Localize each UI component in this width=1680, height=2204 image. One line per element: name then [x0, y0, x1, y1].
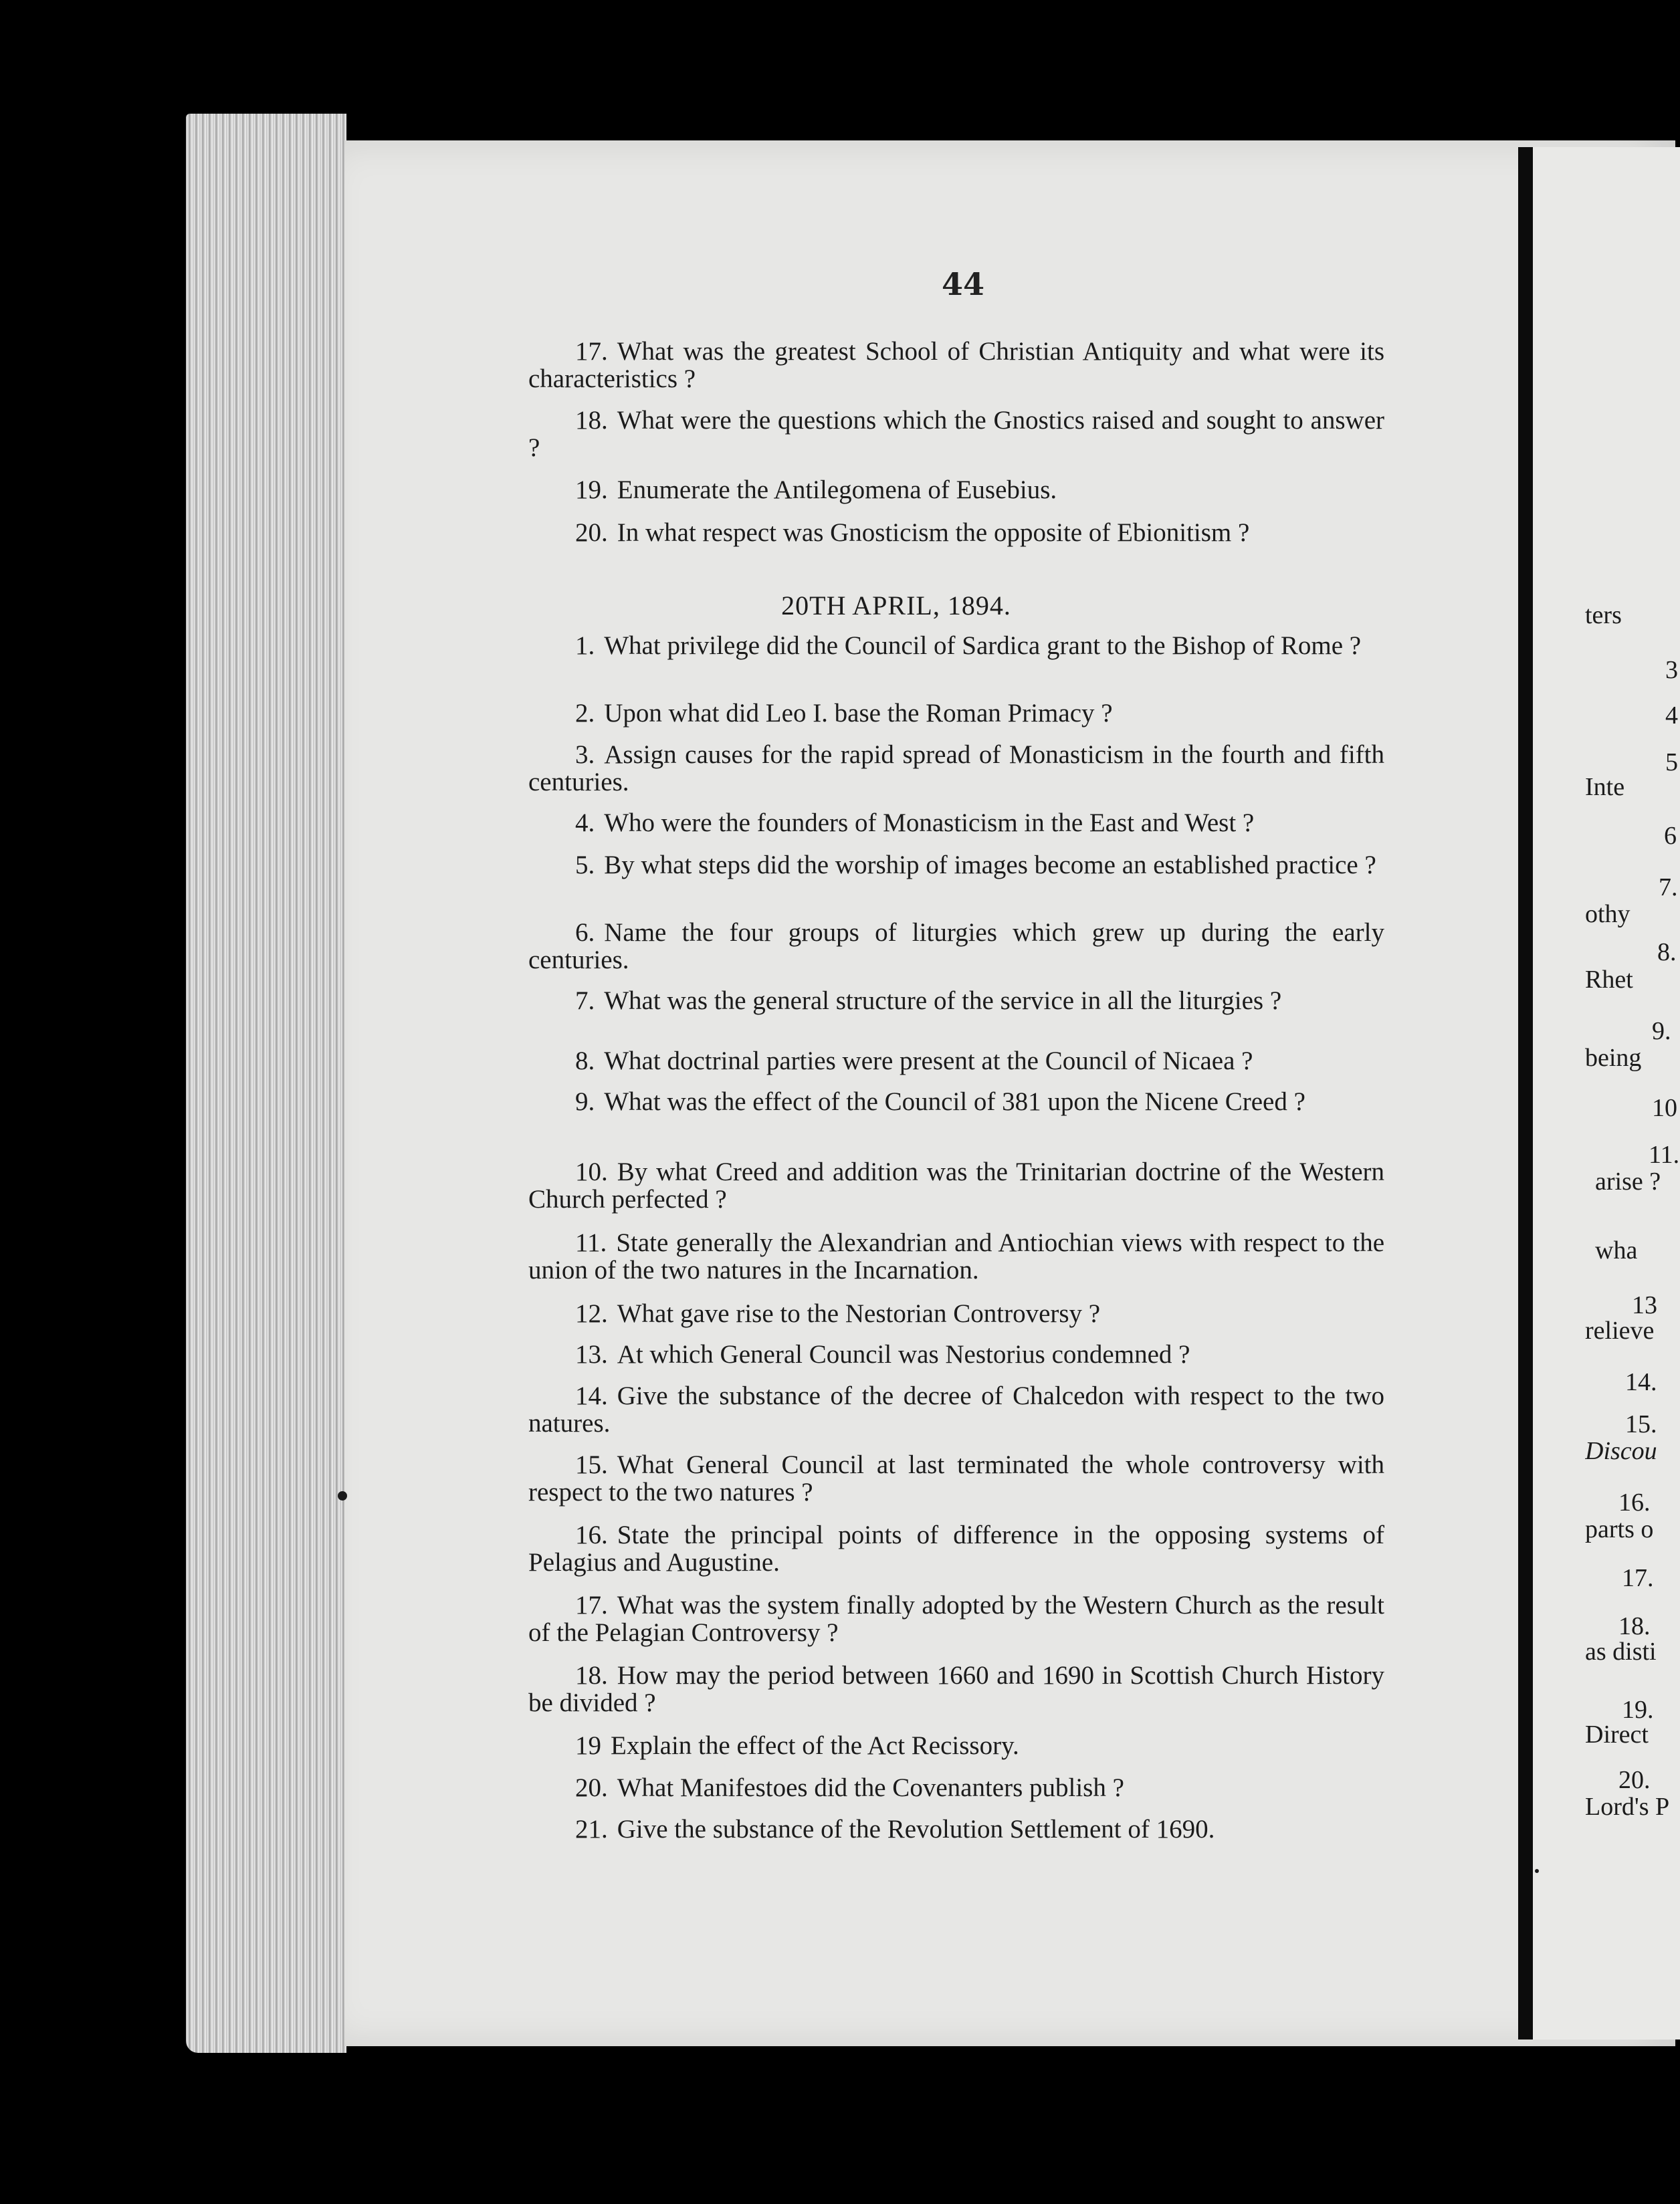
right-page-fragment: 19.: [1622, 1696, 1654, 1724]
question-item: 15. What General Council at last terminated the whole controversy with respect to the two natures ?: [528, 1450, 1384, 1507]
question-item: 20. In what respect was Gnosticism the opposite of Ebionitism ?: [575, 518, 1250, 547]
question-item: 1. What privilege did the Council of Sardica grant to the Bishop of Rome ?: [575, 631, 1362, 660]
question-item: 18. How may the period between 1660 and 1690 in Scottish Church History be divided ?: [528, 1661, 1384, 1717]
right-page-fragment: 14.: [1625, 1368, 1657, 1396]
right-page-fragment: relieve: [1585, 1317, 1655, 1345]
right-page-fragment: 17.: [1622, 1564, 1654, 1592]
right-page-fragment: othy: [1585, 900, 1631, 928]
question-item: 21. Give the substance of the Revolution Settlement of 1690.: [575, 1815, 1215, 1844]
right-page-fragment: being: [1585, 1044, 1642, 1072]
speck: [338, 1491, 347, 1501]
right-page-fragment: 10: [1652, 1094, 1677, 1122]
right-page-fragment: 13: [1632, 1291, 1657, 1319]
question-item: 19 Explain the effect of the Act Recissory.: [575, 1731, 1019, 1760]
right-page-fragment: arise ?: [1595, 1168, 1661, 1196]
right-page-fragment: parts o: [1585, 1515, 1654, 1543]
right-page-fragment: 9.: [1652, 1017, 1671, 1045]
right-page-fragment: 15.: [1625, 1410, 1657, 1438]
section-heading: 20TH APRIL, 1894.: [781, 590, 1011, 621]
question-item: 17. What was the greatest School of Christian Antiquity and what were its characteristics ?: [528, 337, 1384, 393]
question-item: 6. Name the four groups of liturgies which grew up during the early centuries.: [528, 918, 1384, 974]
question-item: 5. By what steps did the worship of images become an established practice ?: [575, 851, 1376, 879]
question-item: 11. State generally the Alexandrian and Antiochian views with respect to the union of the two natures in the Incarnation.: [528, 1228, 1384, 1285]
question-item: 13. At which General Council was Nestorius condemned ?: [575, 1340, 1190, 1369]
right-page-fragment: 7.: [1659, 873, 1678, 901]
right-page-fragment: 16.: [1618, 1489, 1651, 1517]
speck: [1535, 1869, 1539, 1873]
right-page-fragment: Lord's P: [1585, 1793, 1670, 1821]
question-item: 14. Give the substance of the decree of Chalcedon with respect to the two natures.: [528, 1382, 1384, 1438]
right-page-fragment: 3: [1665, 656, 1678, 684]
right-page-fragment: as disti: [1585, 1638, 1657, 1666]
right-page-fragment: 8.: [1657, 938, 1677, 966]
right-page-fragment: 11.: [1649, 1141, 1680, 1169]
right-page-fragment: 6: [1664, 822, 1677, 850]
question-item: 19. Enumerate the Antilegomena of Eusebius.: [575, 475, 1057, 504]
right-page-fragment: wha: [1595, 1236, 1638, 1264]
page-edges: [186, 114, 346, 2053]
right-page-fragment: Rhet: [1585, 966, 1633, 994]
right-page-fragment: 18.: [1618, 1612, 1651, 1640]
question-item: 20. What Manifestoes did the Covenanters publish ?: [575, 1773, 1124, 1802]
question-item: 3. Assign causes for the rapid spread of Monasticism in the fourth and fifth centuries.: [528, 740, 1384, 796]
right-page-fragment: 4: [1665, 701, 1678, 730]
right-page-fragment: ters: [1585, 601, 1622, 629]
question-item: 8. What doctrinal parties were present at the Council of Nicaea ?: [575, 1046, 1253, 1075]
right-page-fragment: 5: [1665, 748, 1678, 776]
question-item: 10. By what Creed and addition was the Trinitarian doctrine of the Western Church perfected ?: [528, 1158, 1384, 1214]
right-page-fragment: 20.: [1618, 1766, 1651, 1794]
page-number: 44: [941, 266, 984, 302]
right-page-fragment: Direct: [1585, 1721, 1649, 1749]
question-item: 18. What were the questions which the Gnostics raised and sought to answer ?: [528, 406, 1384, 462]
right-page-fragment: Inte: [1585, 773, 1625, 801]
right-page-fragment: Discou: [1585, 1437, 1657, 1465]
question-item: 7. What was the general structure of the service in all the liturgies ?: [575, 986, 1282, 1015]
question-item: 2. Upon what did Leo I. base the Roman Primacy ?: [575, 699, 1113, 728]
question-item: 16. State the principal points of difference in the opposing systems of Pelagius and Augustine.: [528, 1521, 1384, 1577]
question-item: 17. What was the system finally adopted by the Western Church as the result of the Pelagian Controversy ?: [528, 1591, 1384, 1647]
question-item: 12. What gave rise to the Nestorian Controversy ?: [575, 1299, 1101, 1328]
question-item: 9. What was the effect of the Council of 381 upon the Nicene Creed ?: [575, 1087, 1305, 1116]
question-item: 4. Who were the founders of Monasticism in the East and West ?: [575, 808, 1255, 837]
